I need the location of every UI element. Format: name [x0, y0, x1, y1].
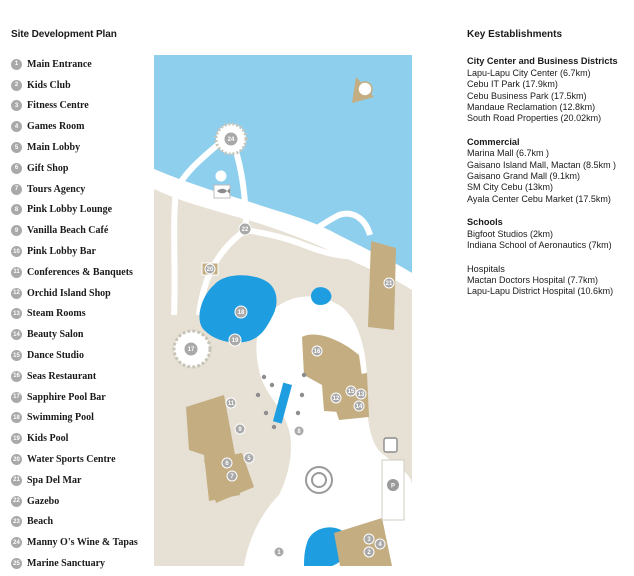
map-marker-label: 21 — [385, 281, 393, 287]
map-marker-label: 1 — [277, 550, 281, 556]
map-marker-label: 13 — [357, 392, 365, 398]
legend-item — [11, 96, 161, 117]
legend-number-badge: 3 — [11, 100, 22, 111]
establishment-item: Ayala Center Cebu Market (17.5km) — [467, 193, 611, 204]
legend-item — [11, 304, 161, 325]
legend-label: Water Sports Centre — [27, 454, 116, 466]
legend-item — [11, 200, 161, 221]
legend-item — [11, 387, 161, 408]
map-marker-label: 3 — [367, 537, 371, 543]
map-marker-label: 7 — [230, 474, 234, 480]
legend-label: Vanilla Beach Café — [27, 225, 109, 237]
map-marker-label: 17 — [187, 347, 195, 353]
site-plan-legend — [11, 54, 161, 574]
map-marker-label: 4 — [378, 542, 382, 548]
legend-item — [11, 449, 161, 470]
legend-number-badge: 10 — [11, 246, 22, 257]
legend-number-badge: 17 — [11, 392, 22, 403]
legend-number-badge: 9 — [11, 225, 22, 236]
bus-icon — [384, 438, 397, 452]
legend-number-badge: 12 — [11, 288, 22, 299]
legend-number-badge: 7 — [11, 184, 22, 195]
establishment-item: Marina Mall (6.7km ) — [467, 148, 550, 159]
legend-label: Tours Agency — [27, 183, 86, 195]
legend-label: Seas Restaurant — [27, 370, 97, 382]
legend-label: Gazebo — [27, 495, 60, 507]
establishment-group — [467, 137, 632, 205]
map-marker-label: 24 — [227, 137, 235, 143]
legend-number-badge: 23 — [11, 516, 22, 527]
legend-number-badge: 2 — [11, 80, 22, 91]
legend-number-badge: 14 — [11, 329, 22, 340]
legend-label: Main Lobby — [27, 142, 81, 154]
legend-label: Spa Del Mar — [27, 474, 82, 486]
legend-label: Conferences & Banquets — [27, 266, 133, 278]
map-marker-label: 14 — [355, 404, 363, 410]
establishment-item: South Road Properties (20.02km) — [467, 113, 602, 124]
svg-text:P: P — [390, 483, 396, 490]
establishment-item: Indiana School of Aeronautics (7km) — [467, 240, 612, 251]
legend-number-badge: 11 — [11, 267, 22, 278]
legend-item — [11, 408, 161, 429]
legend-item — [11, 262, 161, 283]
legend-label: Pink Lobby Lounge — [27, 204, 113, 216]
legend-number-badge: 25 — [11, 558, 22, 569]
legend-item — [11, 220, 161, 241]
map-marker-label: 18 — [237, 310, 245, 316]
legend-item — [11, 54, 161, 75]
legend-label: Sapphire Pool Bar — [27, 391, 106, 403]
map-marker-label: 6 — [225, 461, 229, 467]
establishment-group — [467, 217, 632, 251]
key-establishments — [467, 29, 632, 310]
legend-number-badge: 1 — [11, 59, 22, 70]
legend-number-badge: 20 — [11, 454, 22, 465]
legend-label: Kids Club — [27, 79, 71, 91]
map-marker-label: 19 — [231, 338, 239, 344]
establishment-item: Cebu IT Park (17.9km) — [467, 79, 558, 90]
establishment-group-heading: City Center and Business Districts — [467, 56, 618, 67]
legend-label: Marine Sanctuary — [27, 558, 106, 570]
legend-label: Beauty Salon — [27, 329, 84, 341]
establishment-item: Bigfoot Studios (2km) — [467, 228, 554, 239]
legend-label: Steam Rooms — [27, 308, 86, 320]
establishment-item: Mactan Doctors Hospital (7.7km) — [467, 274, 599, 285]
legend-item — [11, 324, 161, 345]
establishment-group-heading: Hospitals — [467, 263, 505, 274]
legend-label: Kids Pool — [27, 433, 69, 445]
legend-label: Gift Shop — [27, 162, 69, 174]
establishment-group-heading: Schools — [467, 217, 503, 228]
legend-item — [11, 345, 161, 366]
key-establishments-title: Key Establishments — [467, 29, 563, 40]
map-marker-label: 25 — [217, 174, 225, 180]
legend-item — [11, 158, 161, 179]
establishment-item: Lapu-Lapu District Hospital (10.6km) — [467, 286, 614, 297]
legend-number-badge: 8 — [11, 204, 22, 215]
legend-number-badge: 19 — [11, 433, 22, 444]
legend-item — [11, 491, 161, 512]
legend-label: Games Room — [27, 121, 85, 133]
map-marker-label: 15 — [347, 389, 355, 395]
establishment-item: Gaisano Grand Mall (9.1km) — [467, 171, 581, 182]
establishment-group — [467, 264, 632, 298]
map-marker-label: 5 — [247, 456, 251, 462]
legend-number-badge: 6 — [11, 163, 22, 174]
legend-number-badge: 22 — [11, 496, 22, 507]
establishment-group — [467, 56, 632, 124]
establishment-item: Lapu-Lapu City Center (6.7km) — [467, 67, 591, 78]
establishment-group-heading: Commercial — [467, 136, 520, 147]
legend-label: Pink Lobby Bar — [27, 246, 96, 258]
legend-item — [11, 366, 161, 387]
legend-item — [11, 137, 161, 158]
svg-text:N: N — [362, 87, 368, 94]
legend-label: Dance Studio — [27, 350, 84, 362]
legend-item — [11, 116, 161, 137]
roundabout — [306, 467, 332, 493]
legend-number-badge: 24 — [11, 537, 22, 548]
map-marker-label: 12 — [332, 396, 340, 402]
legend-number-badge: 15 — [11, 350, 22, 361]
site-plan-title: Site Development Plan — [11, 29, 117, 40]
establishment-item: Gaisano Island Mall, Mactan (8.5km ) — [467, 159, 617, 170]
legend-number-badge: 4 — [11, 121, 22, 132]
establishment-item: Mandaue Reclamation (12.8km) — [467, 102, 596, 113]
map-marker-label: 8 — [297, 429, 301, 435]
establishment-item: Cebu Business Park (17.5km) — [467, 90, 587, 101]
legend-item — [11, 283, 161, 304]
legend-label: Fitness Centre — [27, 100, 89, 112]
map-marker-label: 22 — [241, 227, 249, 233]
legend-label: Main Entrance — [27, 58, 92, 70]
legend-item — [11, 553, 161, 574]
key-groups — [467, 56, 632, 297]
legend-number-badge: 5 — [11, 142, 22, 153]
establishment-item: SM City Cebu (13km) — [467, 182, 554, 193]
legend-item — [11, 179, 161, 200]
legend-item — [11, 75, 161, 96]
legend-label: Orchid Island Shop — [27, 287, 111, 299]
map-marker-label: 20 — [206, 267, 214, 273]
legend-number-badge: 16 — [11, 371, 22, 382]
legend-item — [11, 470, 161, 491]
map-marker-label: 2 — [367, 550, 371, 556]
legend-item — [11, 428, 161, 449]
legend-item — [11, 241, 161, 262]
legend-item — [11, 512, 161, 533]
map-marker-label: 10 — [266, 356, 274, 362]
legend-label: Manny O's Wine & Tapas — [27, 537, 138, 549]
legend-item — [11, 532, 161, 553]
map-marker-label: 9 — [238, 427, 242, 433]
map-marker-label: 11 — [227, 401, 235, 407]
legend-number-badge: 13 — [11, 308, 22, 319]
site-map — [154, 55, 412, 566]
legend-label: Swimming Pool — [27, 412, 94, 424]
legend-label: Beach — [27, 516, 54, 528]
legend-number-badge: 18 — [11, 412, 22, 423]
map-marker-label: 16 — [313, 349, 321, 355]
legend-number-badge: 21 — [11, 475, 22, 486]
